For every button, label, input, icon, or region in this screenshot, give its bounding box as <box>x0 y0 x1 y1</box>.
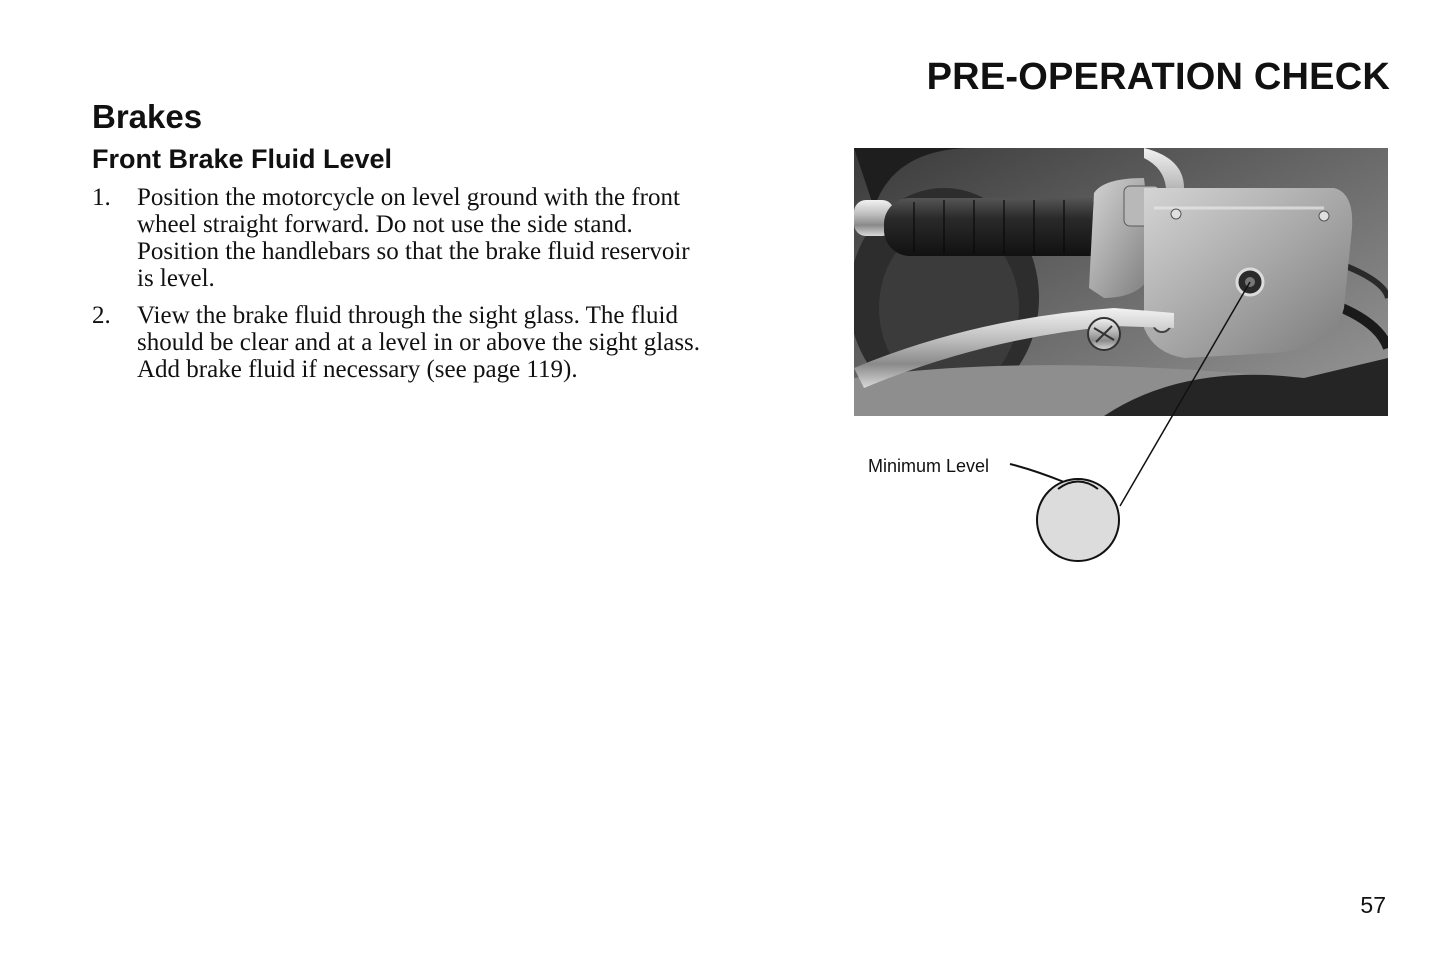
subsection-title: Front Brake Fluid Level <box>92 144 393 174</box>
callout-label: Minimum Level <box>868 456 990 476</box>
step-item <box>92 302 712 383</box>
procedure-steps <box>92 184 712 393</box>
brake-reservoir-figure <box>854 148 1388 564</box>
callout-lines <box>854 148 1388 564</box>
step-number: 2. <box>92 302 111 329</box>
step-text: Position the motorcycle on level ground with the front wheel straight forward. Do not use the side stand. Position the handlebars so that the brake fluid reservoir is level. <box>137 184 690 292</box>
page-number: 57 <box>1360 892 1386 918</box>
chapter-title: PRE-OPERATION CHECK <box>926 56 1390 98</box>
step-number: 1. <box>92 184 111 211</box>
sight-glass-magnified <box>1037 479 1119 561</box>
step-text: View the brake fluid through the sight glass. The fluid should be clear and at a level in or above the sight glass. Add brake fluid if necessary (see page 119). <box>137 302 701 383</box>
step-item <box>92 184 712 292</box>
section-title: Brakes <box>92 98 203 135</box>
